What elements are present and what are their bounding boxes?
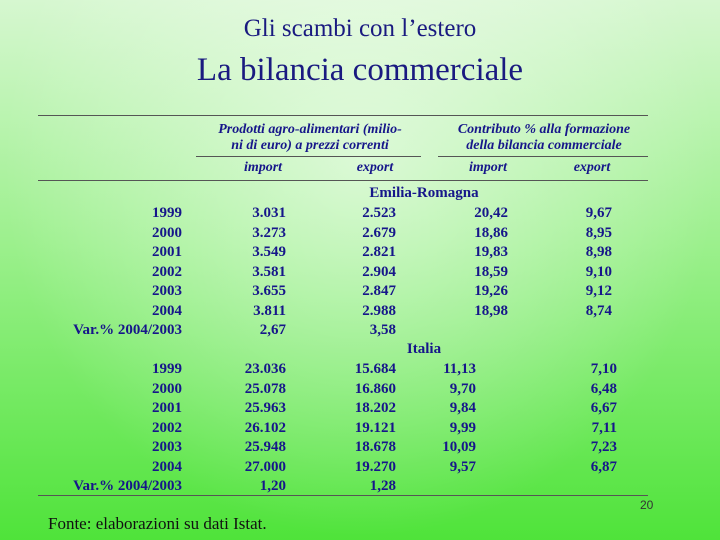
table-cell: 23.036 bbox=[244, 361, 286, 377]
group1-header-line2: ni di euro) a prezzi correnti bbox=[231, 138, 389, 153]
subheader-import-2: import bbox=[468, 160, 508, 175]
row-label-list bbox=[40, 360, 182, 497]
group2-header-line2: della bilancia commerciale bbox=[466, 138, 622, 153]
table-cell: 10,09 bbox=[442, 439, 476, 455]
table-top-rule bbox=[38, 115, 648, 116]
table-cell: 9,84 bbox=[449, 400, 476, 416]
table-cell: 9,70 bbox=[449, 380, 476, 397]
table-cell: 9,10 bbox=[585, 263, 612, 280]
row-label: 2001 bbox=[152, 400, 182, 416]
table-cell: 8,98 bbox=[585, 244, 612, 260]
table-cell: 2.847 bbox=[362, 283, 396, 299]
table-cell: 18.202 bbox=[354, 400, 396, 416]
page-number: 20 bbox=[640, 498, 654, 512]
group1-header bbox=[196, 122, 424, 154]
table-cell: 25.078 bbox=[244, 380, 286, 397]
table-cell: 6,87 bbox=[590, 458, 617, 475]
table-cell: 15.684 bbox=[354, 361, 396, 377]
table-cell: 2.821 bbox=[362, 244, 396, 260]
column-import-values bbox=[200, 360, 286, 497]
table-cell: 7,10 bbox=[590, 361, 617, 377]
table-cell: 18,59 bbox=[474, 263, 508, 280]
table-cell: 3.273 bbox=[252, 224, 286, 241]
table-cell: 1,20 bbox=[259, 478, 286, 494]
table-cell: 2.679 bbox=[362, 224, 396, 241]
source-note: Fonte: elaborazioni su dati Istat. bbox=[48, 514, 267, 533]
table-cell: 3.811 bbox=[253, 302, 286, 319]
table-cell: 9,12 bbox=[585, 283, 612, 299]
table-cell: 3.549 bbox=[252, 244, 286, 260]
table-cell: 2.988 bbox=[362, 302, 396, 319]
row-label: 2003 bbox=[152, 283, 182, 299]
table-cell: 16.860 bbox=[354, 380, 396, 397]
column-export-values bbox=[310, 360, 396, 497]
table-cell: 18,86 bbox=[474, 224, 508, 241]
row-label: 1999 bbox=[152, 205, 182, 221]
row-label: 2000 bbox=[152, 224, 182, 241]
row-label: 1999 bbox=[152, 361, 182, 377]
row-label: 2003 bbox=[152, 439, 182, 455]
group1-header-line1: Prodotti agro-alimentari (milio- bbox=[218, 122, 402, 137]
table-cell: 27.000 bbox=[244, 458, 286, 475]
column-import-pct-values bbox=[420, 204, 508, 321]
section-title-italia: Italia bbox=[406, 341, 442, 357]
slide-title: La bilancia commerciale bbox=[196, 52, 524, 88]
table-cell: 19.121 bbox=[354, 419, 396, 436]
header-bottom-rule bbox=[38, 180, 648, 181]
table-cell: 9,57 bbox=[449, 458, 476, 475]
column-export-pct-values bbox=[560, 360, 617, 477]
group1-header-rule bbox=[196, 156, 421, 157]
table-cell: 7,23 bbox=[590, 439, 617, 455]
table-cell: 8,74 bbox=[585, 302, 612, 319]
table-cell: 20,42 bbox=[474, 205, 508, 221]
table-cell: 18.678 bbox=[354, 439, 396, 455]
subheader-import-1: import bbox=[243, 160, 283, 175]
table-cell: 2.523 bbox=[362, 205, 396, 221]
row-label: 2000 bbox=[152, 380, 182, 397]
table-cell: 3.031 bbox=[252, 205, 286, 221]
table-cell: 19,26 bbox=[474, 283, 508, 299]
table-cell: 6,67 bbox=[590, 400, 617, 416]
table-cell: 2.904 bbox=[362, 263, 396, 280]
row-label-list bbox=[40, 204, 182, 341]
column-import-pct-values bbox=[420, 360, 476, 477]
row-label: 2004 bbox=[152, 302, 182, 319]
row-label: 2004 bbox=[152, 458, 182, 475]
group2-header bbox=[436, 122, 652, 154]
subheader-export-1: export bbox=[356, 160, 394, 175]
subheader-export-2: export bbox=[573, 160, 611, 175]
table-cell: 25.948 bbox=[244, 439, 286, 455]
row-label: 2002 bbox=[152, 419, 182, 436]
table-cell: 8,95 bbox=[585, 224, 612, 241]
column-export-pct-values bbox=[530, 204, 612, 321]
table-cell: 3.655 bbox=[252, 283, 286, 299]
table-cell: 19,83 bbox=[474, 244, 508, 260]
table-cell: 7,11 bbox=[591, 419, 617, 436]
column-import-values bbox=[200, 204, 286, 341]
group2-header-rule bbox=[438, 156, 648, 157]
section-title-emilia-romagna: Emilia-Romagna bbox=[369, 185, 479, 201]
table-cell: 3,58 bbox=[369, 322, 396, 338]
table-cell: 26.102 bbox=[244, 419, 286, 436]
table-cell: 19.270 bbox=[354, 458, 396, 475]
column-export-values bbox=[310, 204, 396, 341]
table-cell: 3.581 bbox=[252, 263, 286, 280]
table-cell: 25.963 bbox=[244, 400, 286, 416]
table-cell: 9,99 bbox=[449, 419, 476, 436]
table-cell: 1,28 bbox=[369, 478, 396, 494]
row-label: 2002 bbox=[152, 263, 182, 280]
table-cell: 2,67 bbox=[259, 322, 286, 338]
table-cell: 6,48 bbox=[590, 380, 617, 397]
table-cell: 11,13 bbox=[443, 361, 476, 377]
table-cell: 18,98 bbox=[474, 302, 508, 319]
row-label: 2001 bbox=[152, 244, 182, 260]
table-cell: 9,67 bbox=[585, 205, 612, 221]
slide-subtitle: Gli scambi con l’estero bbox=[243, 15, 477, 42]
row-label: Var.% 2004/2003 bbox=[73, 478, 182, 494]
row-label: Var.% 2004/2003 bbox=[73, 322, 182, 338]
group2-header-line1: Contributo % alla formazione bbox=[457, 122, 631, 137]
